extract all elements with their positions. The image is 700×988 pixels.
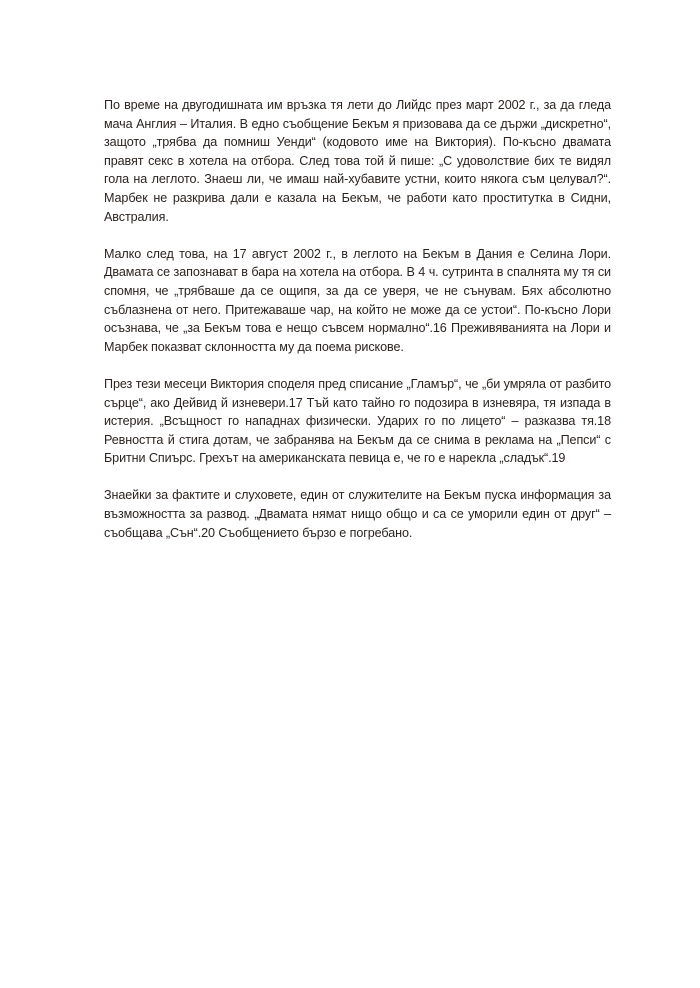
paragraph-1: По време на двугодишната им връзка тя лети до Лийдс през март 2002 г., за да гледа мача Англия – Италия. В едно съобщение Бекъм я призовава да се държи „дискретно“, защото „трябва да помниш Уенди“ (кодовото име на Виктория). По-късно двамата правят секс в хотела на отбора. След това той й пише: „С удоволствие бих те видял гола на леглото. Знаеш ли, че имаш най-хубавите устни, които някога съм целувал?“. Марбек не разкрива дали е казала на Бекъм, че работи като проститутка в Сидни, Австралия. bbox=[104, 98, 611, 224]
paragraph-4: Знаейки за фактите и слуховете, един от служителите на Бекъм пуска информация за възможността за развод. „Двамата нямат нищо общо и са се уморили един от друг“ – съобщава „Сън“.20 Съобщението бързо е погребано. bbox=[104, 488, 611, 540]
paragraph-2: Малко след това, на 17 август 2002 г., в леглото на Бекъм в Дания е Селина Лори. Двамата се запознават в бара на хотела на отбора. В 4 ч. сутринта в спалнята му тя си спомня, че „трябваше да се ощипя, за да се уверя, че не сънувам. Бях абсолютно съблазнена от него. Притежаваше чар, на който не може да се устои“. По-късно Лори осъзнава, че „за Бекъм това е нещо съвсем нормално“.16 Преживяванията на Лори и Марбек показват склонността му да поема рискове. bbox=[104, 246, 611, 354]
document-body bbox=[104, 96, 611, 561]
paragraph-3: През тези месеци Виктория споделя пред списание „Гламър“, че „би умряла от разбито сърце“, ако Дейвид й изневери.17 Тъй като тайно го подозира в изневяра, тя изпада в истерия. „Всъщност го нападнах физически. Ударих го по лицето“ – разказва тя.18 Ревността й стига дотам, че забранява на Бекъм да се снима в реклама на „Пепси“ с Бритни Спиърс. Грехът на американската певица е, че го е нарекла „сладък“.19 bbox=[104, 376, 611, 466]
